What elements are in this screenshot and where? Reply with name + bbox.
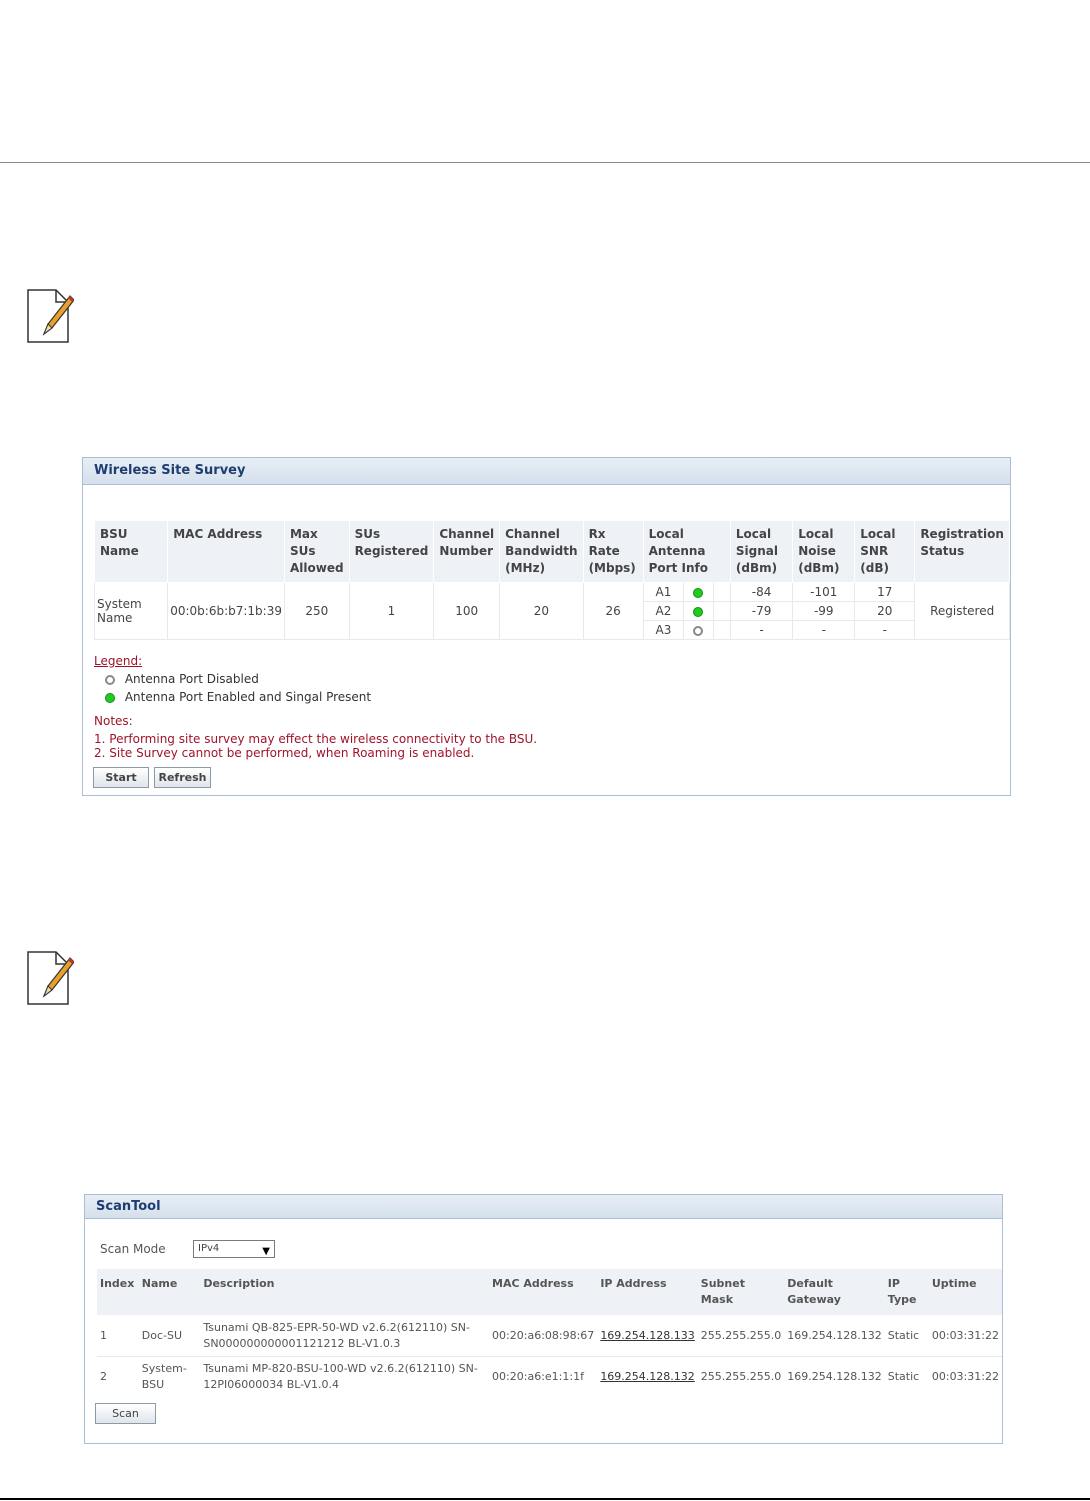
- panel-title: Wireless Site Survey: [83, 458, 1010, 485]
- note-line-1: 1. Performing site survey may effect the wireless connectivity to the BSU.: [94, 732, 538, 746]
- col-channel-bandwidth: Channel Bandwidth (MHz): [500, 521, 583, 583]
- uptime-cell: 00:03:31:22: [929, 1357, 1002, 1398]
- col-index: Index: [97, 1269, 139, 1316]
- mac-address-cell: 00:20:a6:e1:1:1f: [489, 1357, 597, 1398]
- name-cell: Doc-SU: [139, 1316, 201, 1357]
- antenna-status-cell: [684, 621, 713, 640]
- col-local-snr: Local SNR (dB): [855, 521, 915, 583]
- local-noise-cell: -99: [793, 602, 855, 621]
- local-snr-cell: 17: [855, 583, 915, 602]
- note-pencil-icon: [26, 288, 74, 344]
- col-name: Name: [139, 1269, 201, 1316]
- ip-type-cell: Static: [885, 1316, 929, 1357]
- bsu-name-cell: System Name: [95, 583, 168, 640]
- channel-bandwidth-cell: 20: [500, 583, 583, 640]
- mac-address-cell: 00:0b:6b:b7:1b:39: [168, 583, 285, 640]
- sus-registered-cell: 1: [349, 583, 434, 640]
- top-divider: [0, 162, 1090, 163]
- scan-mode-select[interactable]: IPv4 ▼: [193, 1240, 275, 1258]
- legend-disabled: Antenna Port Disabled: [105, 672, 259, 686]
- col-description: Description: [200, 1269, 489, 1316]
- antenna-port-label: A2: [643, 602, 684, 621]
- description-cell: Tsunami QB-825-EPR-50-WD v2.6.2(612110) SN- SN000000000001121212 BL-V1.0.3: [200, 1316, 489, 1357]
- wireless-site-survey-panel: [82, 457, 1011, 796]
- col-local-noise: Local Noise (dBm): [793, 521, 855, 583]
- ip-type-cell: Static: [885, 1357, 929, 1398]
- uptime-cell: 00:03:31:22: [929, 1316, 1002, 1357]
- local-signal-cell: -84: [730, 583, 792, 602]
- scantool-panel: [84, 1194, 1003, 1444]
- legend-title: Legend:: [94, 654, 143, 668]
- antenna-enabled-icon: [693, 588, 703, 598]
- scan-mode-label: Scan Mode: [100, 1242, 166, 1256]
- local-signal-cell: -79: [730, 602, 792, 621]
- site-survey-table: [94, 520, 1010, 640]
- bottom-divider: [0, 1498, 1090, 1500]
- col-uptime: Uptime: [929, 1269, 1002, 1316]
- note-pencil-icon: [26, 950, 74, 1006]
- ip-address-link[interactable]: 169.254.128.133: [597, 1316, 697, 1357]
- col-subnet-mask: Subnet Mask: [698, 1269, 784, 1316]
- local-noise-cell: -101: [793, 583, 855, 602]
- ip-address-link[interactable]: 169.254.128.132: [597, 1357, 697, 1398]
- registration-status-cell: Registered: [915, 583, 1010, 640]
- channel-number-cell: 100: [434, 583, 500, 640]
- max-sus-cell: 250: [284, 583, 349, 640]
- refresh-button[interactable]: Refresh: [154, 767, 211, 788]
- antenna-enabled-icon: [693, 607, 703, 617]
- col-mac-address: MAC Address: [489, 1269, 597, 1316]
- local-snr-cell: -: [855, 621, 915, 640]
- antenna-status-cell: [684, 583, 713, 602]
- scan-results-table: [97, 1269, 1002, 1397]
- notes-title: Notes:: [94, 714, 133, 728]
- col-default-gateway: Default Gateway: [784, 1269, 884, 1316]
- rx-rate-cell: 26: [583, 583, 643, 640]
- col-rx-rate: Rx Rate (Mbps): [583, 521, 643, 583]
- chevron-down-icon: ▼: [262, 1246, 270, 1257]
- antenna-port-label: A1: [643, 583, 684, 602]
- table-row: [97, 1357, 1002, 1398]
- col-local-signal: Local Signal (dBm): [730, 521, 792, 583]
- col-mac-address: MAC Address: [168, 521, 285, 583]
- mac-address-cell: 00:20:a6:08:98:67: [489, 1316, 597, 1357]
- default-gateway-cell: 169.254.128.132: [784, 1357, 884, 1398]
- legend-enabled: Antenna Port Enabled and Singal Present: [105, 690, 371, 704]
- panel-title: ScanTool: [85, 1195, 1002, 1219]
- local-signal-cell: -: [730, 621, 792, 640]
- name-cell: System- BSU: [139, 1357, 201, 1398]
- col-registration-status: Registration Status: [915, 521, 1010, 583]
- col-ip-address: IP Address: [597, 1269, 697, 1316]
- subnet-mask-cell: 255.255.255.0: [698, 1357, 784, 1398]
- table-row: [97, 1316, 1002, 1357]
- description-cell: Tsunami MP-820-BSU-100-WD v2.6.2(612110) SN- 12PI06000034 BL-V1.0.4: [200, 1357, 489, 1398]
- local-noise-cell: -: [793, 621, 855, 640]
- index-cell: 2: [97, 1357, 139, 1398]
- antenna-port-label: A3: [643, 621, 684, 640]
- antenna-disabled-icon: [693, 626, 703, 636]
- scan-button[interactable]: Scan: [95, 1403, 156, 1424]
- start-button[interactable]: Start: [93, 767, 149, 788]
- col-sus-registered: SUs Registered: [349, 521, 434, 583]
- col-max-sus: Max SUs Allowed: [284, 521, 349, 583]
- table-row: [95, 583, 1010, 602]
- default-gateway-cell: 169.254.128.132: [784, 1316, 884, 1357]
- antenna-enabled-icon: [105, 693, 115, 703]
- col-antenna-port-info: Local Antenna Port Info: [643, 521, 730, 583]
- antenna-status-cell: [684, 602, 713, 621]
- col-channel-number: Channel Number: [434, 521, 500, 583]
- antenna-disabled-icon: [105, 675, 115, 685]
- local-snr-cell: 20: [855, 602, 915, 621]
- col-ip-type: IP Type: [885, 1269, 929, 1316]
- col-bsu-name: BSU Name: [95, 521, 168, 583]
- note-line-2: 2. Site Survey cannot be performed, when Roaming is enabled.: [94, 746, 475, 760]
- index-cell: 1: [97, 1316, 139, 1357]
- subnet-mask-cell: 255.255.255.0: [698, 1316, 784, 1357]
